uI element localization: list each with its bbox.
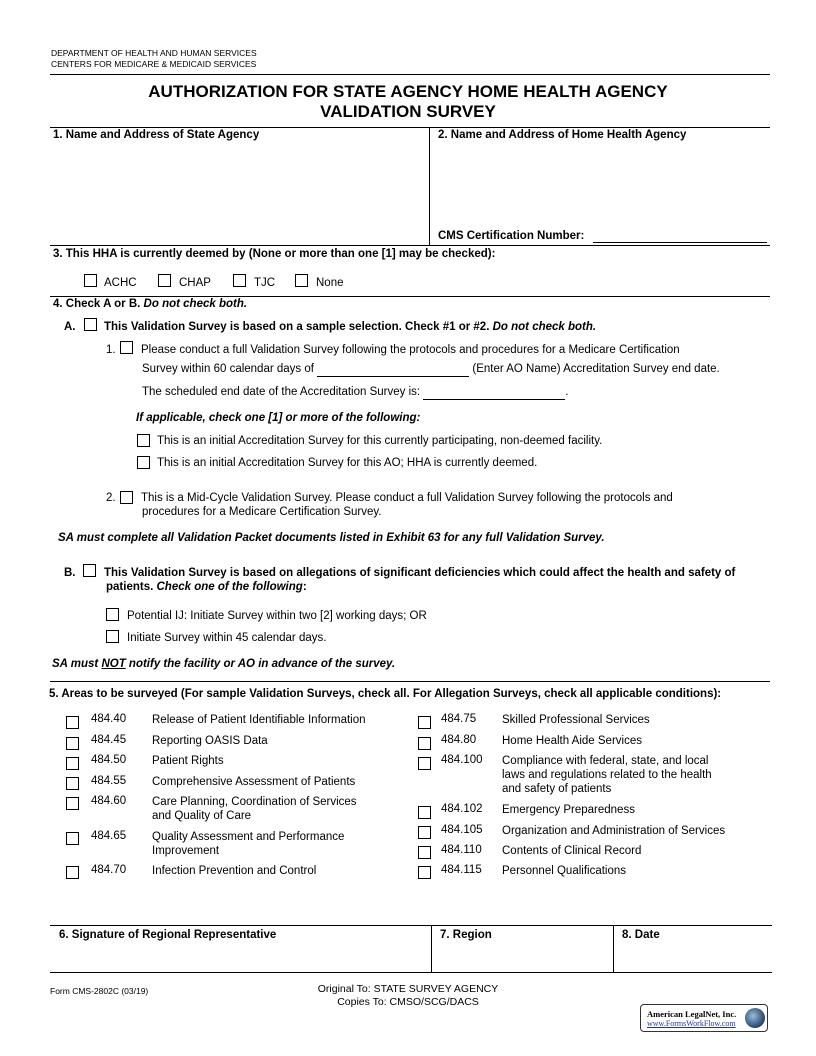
area-484-105-checkbox[interactable] [418, 826, 431, 839]
area-484-110-code: 484.110 [441, 844, 482, 856]
area-484-60-checkbox[interactable] [66, 797, 79, 810]
sig-region-divider [431, 925, 432, 973]
item-2-line-2: procedures for a Medicare Certification Survey. [142, 506, 382, 518]
sa-validation-packet-note: SA must complete all Validation Packet documents listed in Exhibit 63 for any full Validation Survey. [58, 532, 605, 544]
state-agency-name-address-field[interactable] [53, 146, 423, 242]
globe-icon [745, 1008, 765, 1028]
department-line-2: CENTERS FOR MEDICARE & MEDICAID SERVICES [51, 59, 257, 69]
region-field[interactable] [436, 945, 608, 970]
section-3-label: 3. This HHA is currently deemed by (None or more than one [1] may be checked): [53, 248, 496, 260]
area-484-102-checkbox[interactable] [418, 806, 431, 819]
option-a-text-main: This Validation Survey is based on a sample selection. Check #1 or #2. [104, 321, 490, 333]
area-484-80-code: 484.80 [441, 734, 477, 746]
option-a-text [104, 321, 596, 333]
initiate-45-days-label: Initiate Survey within 45 calendar days. [127, 632, 327, 644]
option-a-letter: A. [64, 321, 76, 333]
section-4-bottom-line [50, 681, 770, 682]
item-1-checkbox[interactable] [120, 341, 133, 354]
area-484-60-name: Care Planning, Coordination of Services [152, 796, 357, 808]
ao-name-field[interactable] [317, 365, 469, 377]
option-b-line-1: This Validation Survey is based on allegations of significant deficiencies which could affect the health and safety of [104, 567, 736, 579]
area-484-65-name: Quality Assessment and Performance [152, 831, 345, 843]
area-484-45-checkbox[interactable] [66, 737, 79, 750]
sa-notify-post: notify the facility or AO in advance of the survey. [128, 658, 396, 670]
area-484-40-name: Release of Patient Identifiable Information [152, 714, 366, 726]
area-484-75-name: Skilled Professional Services [502, 714, 650, 726]
section-5-label: 5. Areas to be surveyed (For sample Validation Surveys, check all. For Allegation Surveys, check all applicable conditions): [49, 688, 722, 700]
sa-notify-not: NOT [101, 658, 126, 670]
area-484-65-code: 484.65 [91, 830, 127, 842]
logo-company-name: American LegalNet, Inc. [647, 1009, 737, 1019]
sa-notify-pre: SA must [52, 658, 99, 670]
area-484-80-checkbox[interactable] [418, 737, 431, 750]
section-4-label-prefix: 4. Check A or B. [53, 298, 141, 310]
area-484-115-name: Personnel Qualifications [502, 865, 627, 877]
if-applicable-instruction: If applicable, check one [1] or more of the following: [136, 412, 421, 424]
area-484-100-name-cont-2: and safety of patients [502, 783, 612, 795]
area-484-60-code: 484.60 [91, 795, 127, 807]
item-2-line-1: This is a Mid-Cycle Validation Survey. Please conduct a full Validation Survey following the protocols and [141, 492, 673, 504]
area-484-100-checkbox[interactable] [418, 757, 431, 770]
initial-ao-label: This is an initial Accreditation Survey for this AO; HHA is currently deemed. [157, 457, 538, 469]
area-484-100-name-cont: laws and regulations related to the health [502, 769, 712, 781]
initial-participating-checkbox[interactable] [137, 434, 150, 447]
area-484-100-name: Compliance with federal, state, and local [502, 755, 709, 767]
date-field[interactable] [618, 945, 768, 970]
item-1-line-2 [142, 362, 720, 377]
achc-label: ACHC [104, 277, 137, 289]
potential-ij-checkbox[interactable] [106, 608, 119, 621]
item-1-line-3 [142, 385, 569, 400]
area-484-50-checkbox[interactable] [66, 757, 79, 770]
item-1-line-2-end: (Enter AO Name) Accreditation Survey end date. [472, 363, 720, 375]
section-7-label: 7. Region [440, 929, 492, 941]
area-484-50-name: Patient Rights [152, 755, 224, 767]
header-divider [50, 74, 770, 75]
area-484-55-checkbox[interactable] [66, 777, 79, 790]
signature-row-bottom-line [50, 972, 772, 973]
sa-notify-note [52, 657, 395, 672]
option-a-checkbox[interactable] [84, 318, 97, 331]
scheduled-end-date-field[interactable] [423, 388, 565, 400]
none-checkbox[interactable] [295, 274, 308, 287]
section-1-label: 1. Name and Address of State Agency [53, 129, 260, 141]
department-line-1: DEPARTMENT OF HEALTH AND HUMAN SERVICES [51, 48, 257, 58]
form-number: Form CMS-2802C (03/19) [50, 986, 149, 996]
area-484-100-code: 484.100 [441, 754, 483, 766]
title-divider [50, 127, 770, 128]
section-3-bottom-line [50, 296, 770, 297]
area-484-55-code: 484.55 [91, 775, 127, 787]
initial-ao-checkbox[interactable] [137, 456, 150, 469]
cms-certification-label: CMS Certification Number: [438, 230, 585, 242]
section-6-label: 6. Signature of Regional Representative [59, 929, 277, 941]
region-date-divider [613, 925, 614, 973]
area-484-60-name-cont: and Quality of Care [152, 810, 252, 822]
area-484-115-code: 484.115 [441, 864, 482, 876]
area-484-65-name-cont: Improvement [152, 845, 220, 857]
none-label: None [316, 277, 344, 289]
cms-certification-number-field[interactable] [593, 230, 767, 243]
potential-ij-label: Potential IJ: Initiate Survey within two [2] working days; OR [127, 610, 427, 622]
option-b-line-2 [106, 581, 307, 593]
scheduled-end-date-label: The scheduled end date of the Accreditation Survey is: [142, 386, 421, 398]
american-legalnet-logo [640, 1004, 768, 1032]
area-484-102-name: Emergency Preparedness [502, 804, 635, 816]
logo-url-link[interactable]: www.FormsWorkFlow.com [647, 1019, 736, 1028]
area-484-40-code: 484.40 [91, 713, 127, 725]
area-484-75-code: 484.75 [441, 713, 477, 725]
area-484-110-checkbox[interactable] [418, 846, 431, 859]
option-b-letter: B. [64, 567, 76, 579]
area-484-55-name: Comprehensive Assessment of Patients [152, 776, 356, 788]
form-title-line-2: VALIDATION SURVEY [320, 102, 496, 121]
option-b-patients: patients. [106, 581, 154, 593]
section-8-label: 8. Date [622, 929, 660, 941]
item-1-line-1: Please conduct a full Validation Survey following the protocols and procedures for a Medicare Certification [141, 344, 680, 356]
area-484-80-name: Home Health Aide Services [502, 735, 642, 747]
option-b-checkbox[interactable] [83, 564, 96, 577]
scheduled-end-date-period: . [565, 386, 569, 398]
section-4-label [53, 298, 247, 310]
area-484-105-code: 484.105 [441, 824, 483, 836]
signature-field[interactable] [53, 945, 425, 970]
item-2-number: 2. [106, 492, 116, 504]
area-484-115-checkbox[interactable] [418, 866, 431, 879]
copies-to: Copies To: CMSO/SCG/DACS [337, 996, 479, 1008]
section-2-label: 2. Name and Address of Home Health Agency [438, 129, 687, 141]
item-1-line-2-start: Survey within 60 calendar days of [142, 363, 314, 375]
area-484-75-checkbox[interactable] [418, 716, 431, 729]
chap-label: CHAP [179, 277, 211, 289]
achc-checkbox[interactable] [84, 274, 97, 287]
hha-name-address-field[interactable] [438, 146, 768, 226]
area-484-65-checkbox[interactable] [66, 832, 79, 845]
original-to: Original To: STATE SURVEY AGENCY [317, 983, 499, 995]
section-2-bottom-line [50, 245, 770, 246]
tjc-label: TJC [254, 277, 276, 289]
area-484-105-name: Organization and Administration of Services [502, 825, 726, 837]
area-484-70-name: Infection Prevention and Control [152, 865, 317, 877]
area-484-70-code: 484.70 [91, 864, 127, 876]
section-4-label-italic: Do not check both. [143, 298, 248, 310]
area-484-110-name: Contents of Clinical Record [502, 845, 642, 857]
area-484-40-checkbox[interactable] [66, 716, 79, 729]
item-2-checkbox[interactable] [120, 491, 133, 504]
option-b-colon: : [302, 581, 307, 593]
chap-checkbox[interactable] [158, 274, 171, 287]
area-484-50-code: 484.50 [91, 754, 127, 766]
area-484-45-code: 484.45 [91, 734, 127, 746]
form-title-line-1: AUTHORIZATION FOR STATE AGENCY HOME HEALTH AGENCY [148, 82, 668, 101]
area-484-45-name: Reporting OASIS Data [152, 735, 268, 747]
initial-participating-label: This is an initial Accreditation Survey for this currently participating, non-deemed facility. [157, 435, 603, 447]
option-b-check-one: Check one of the following [156, 581, 303, 593]
initiate-45-days-checkbox[interactable] [106, 630, 119, 643]
signature-row-top-line [50, 925, 772, 926]
item-1-number: 1. [106, 344, 116, 356]
area-484-102-code: 484.102 [441, 803, 483, 815]
tjc-checkbox[interactable] [233, 274, 246, 287]
option-a-text-italic: Do not check both. [492, 321, 597, 333]
area-484-70-checkbox[interactable] [66, 866, 79, 879]
section-1-2-divider [429, 127, 430, 245]
